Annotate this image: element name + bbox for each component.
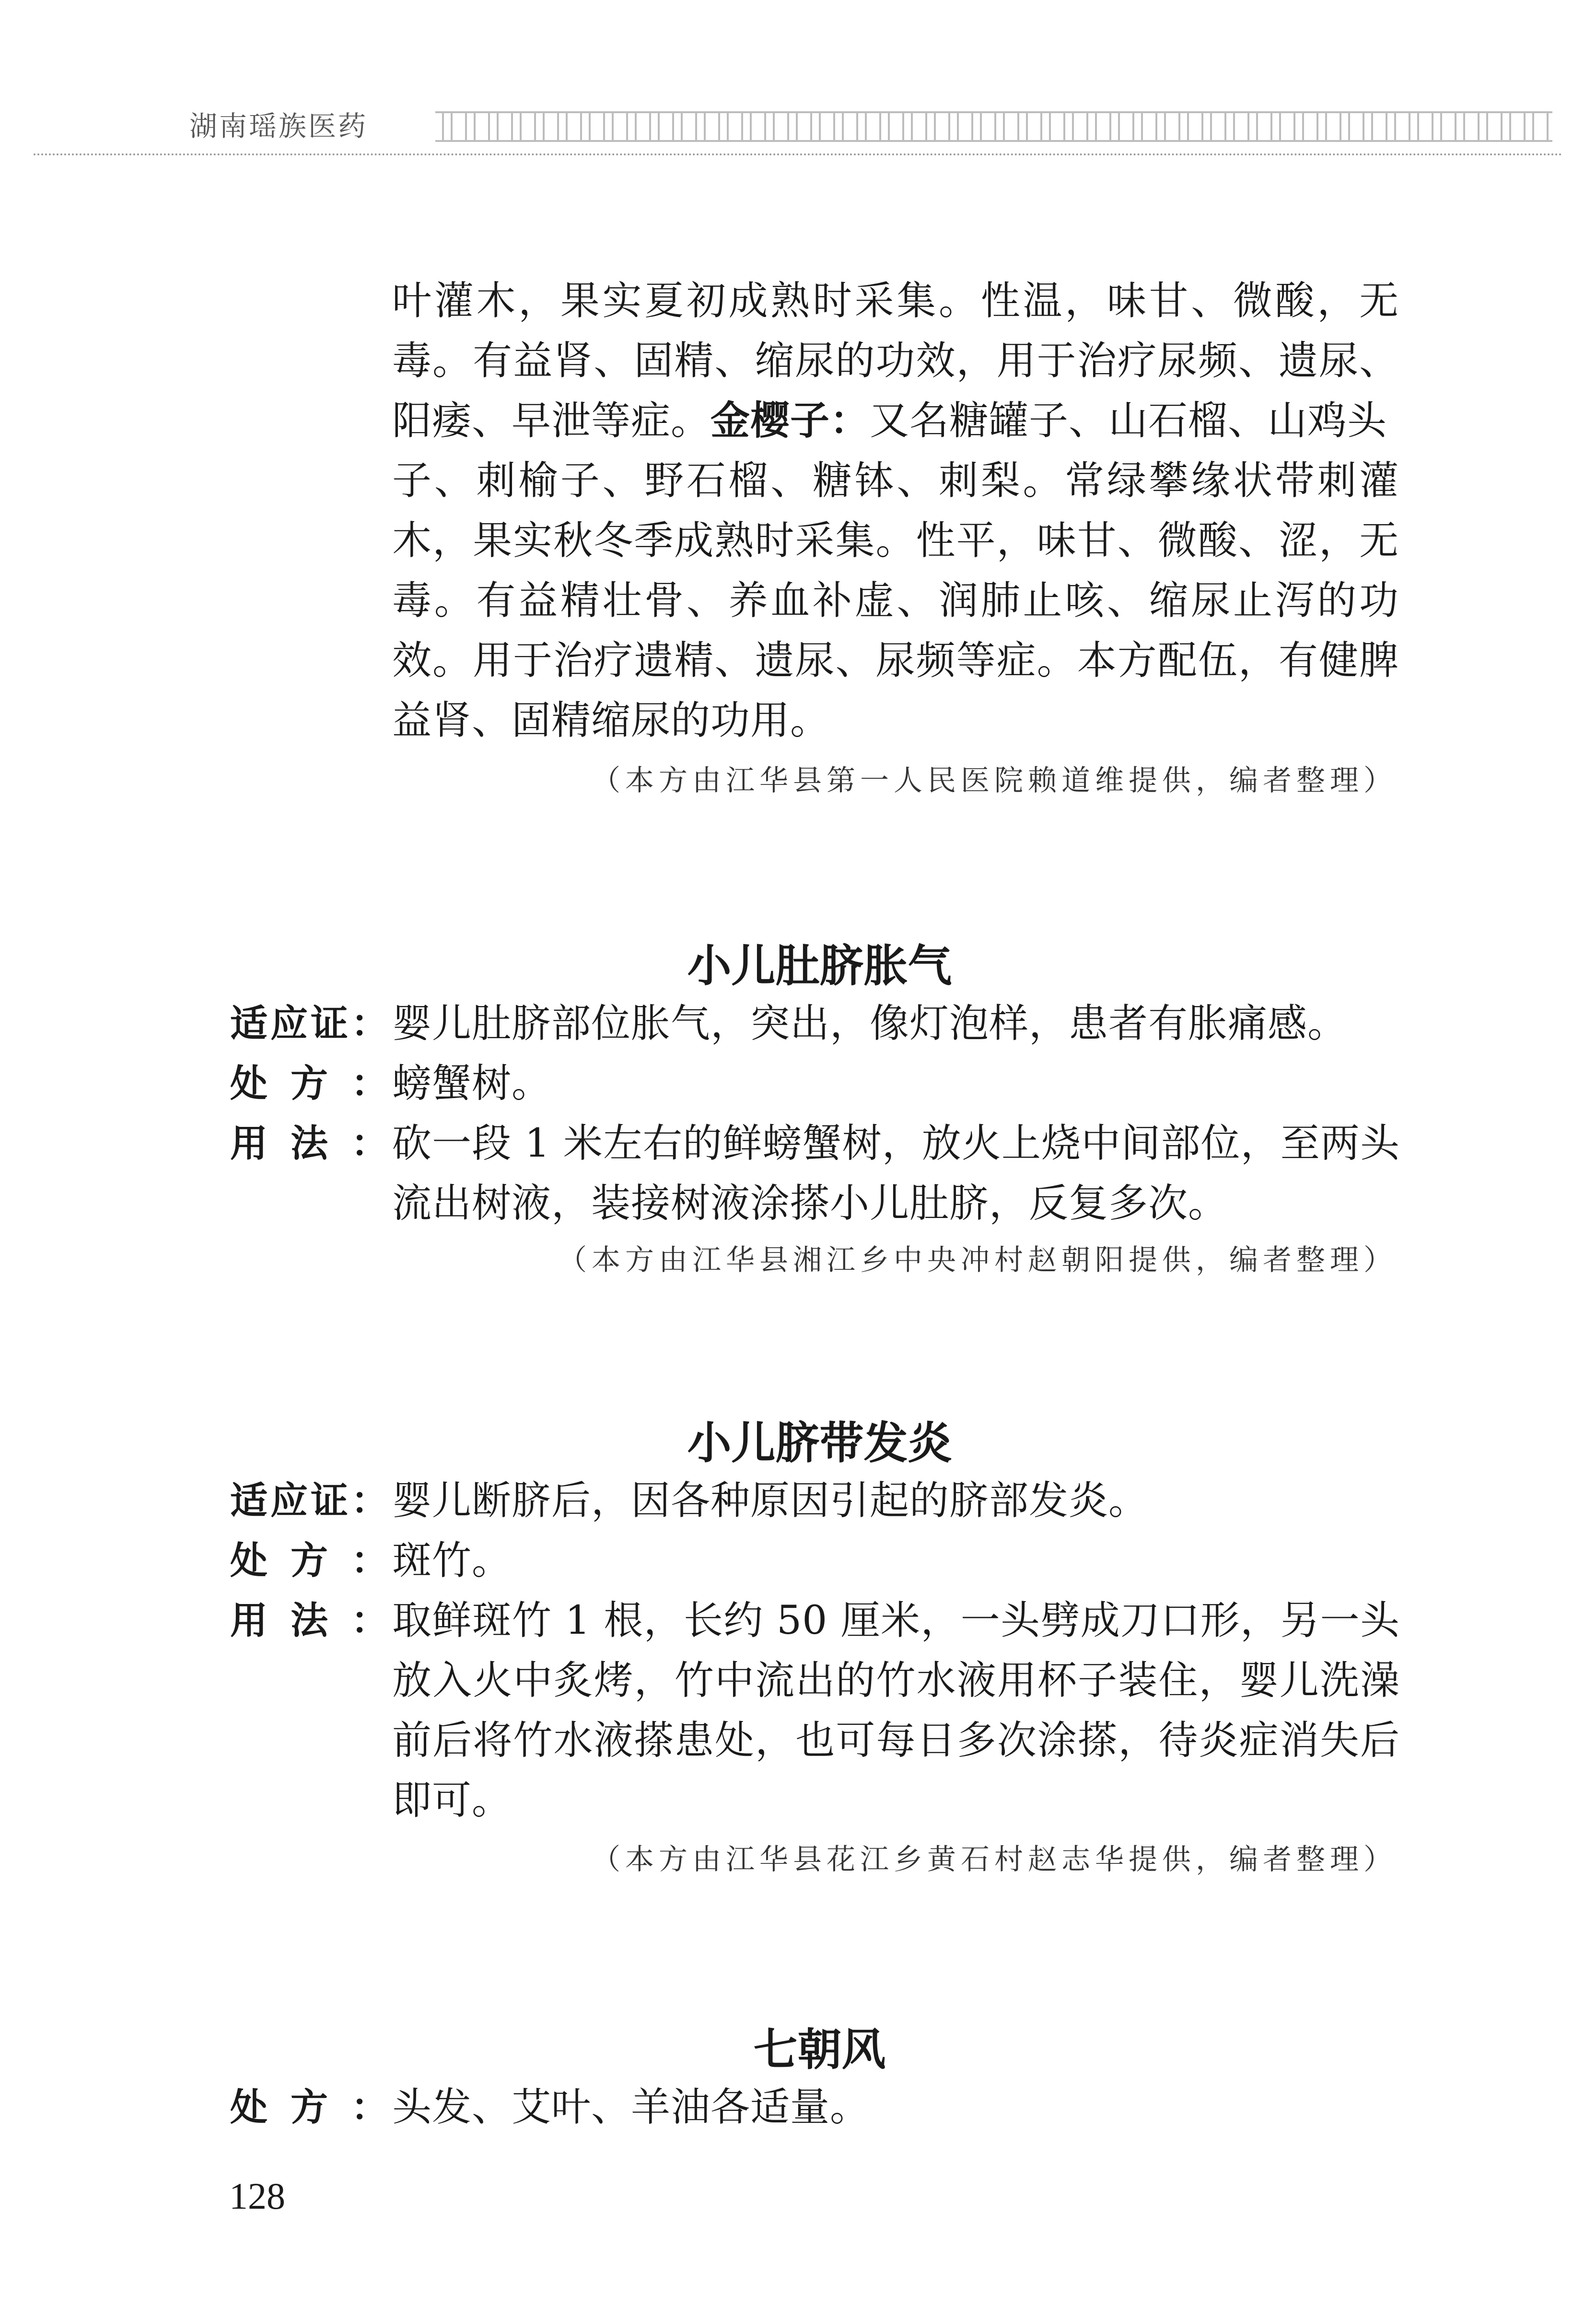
usage-text-line: 放入火中炙烤，竹中流出的竹水液用杯子装住，婴儿洗澡 [392,1658,1400,1703]
herb-term: 金樱子： [711,398,870,444]
header-divider [34,153,1563,155]
source-attribution: （本方由江华县花江乡黄石村赵志华提供，编者整理） [592,1843,1397,1876]
prescription-label: 处 方 ： [230,1062,388,1105]
paragraph-line: 效。用于治疗遗精、遗尿、尿频等症。本方配伍，有健脾 [392,638,1399,683]
indication-field [230,1000,1400,1048]
indication-text: 婴儿断脐后，因各种原因引起的脐部发炎。 [392,1478,1149,1523]
prescription-field [230,1537,1400,1585]
indication-field [230,1477,1400,1525]
source-attribution: （本方由江华县湘江乡中央冲村赵朝阳提供，编者整理） [558,1243,1397,1277]
paragraph-line [392,397,1399,445]
prescription-field [230,2084,1400,2132]
prescription-text: 螃蟹树。 [392,1061,552,1106]
prescription-text: 头发、艾叶、羊油各适量。 [392,2085,870,2130]
usage-label: 用 法 ： [230,1599,388,1642]
indication-label: 适 应 证 ： [230,1002,388,1045]
paragraph-line: 毒。有益肾、固精、缩尿的功效，用于治疗尿频、遗尿、 [392,338,1399,384]
paragraph-line: 叶灌木，果实夏初成熟时采集。性温，味甘、微酸，无 [392,278,1399,324]
usage-text-line: 即可。 [392,1778,512,1823]
usage-text-line: 流出树液，装接树液涂搽小儿肚脐，反复多次。 [392,1181,1228,1226]
usage-text-line: 前后将竹水液搽患处，也可每日多次涂搽，待炎症消失后 [392,1718,1400,1763]
paragraph-line: 益肾、固精缩尿的功用。 [392,698,830,743]
section-title: 七朝风 [753,2024,886,2075]
source-attribution: （本方由江华县第一人民医院赖道维提供，编者整理） [592,764,1397,797]
paragraph-line: 木，果实秋冬季成熟时采集。性平，味甘、微酸、涩，无 [392,518,1399,563]
prescription-label: 处 方 ： [230,2086,388,2129]
paragraph-line: 毒。有益精壮骨、养血补虚、润肺止咳、缩尿止泻的功 [392,578,1399,623]
indication-text: 婴儿肚脐部位胀气，突出，像灯泡样，患者有胀痛感。 [392,1001,1348,1046]
indication-label: 适 应 证 ： [230,1479,388,1523]
header-ornament-band [435,111,1552,142]
page-number: 128 [229,2175,285,2217]
paragraph-line: 子、刺榆子、野石榴、糖钵、刺梨。常绿攀缘状带刺灌 [392,458,1399,504]
paragraph-line-start: 阳痿、早泄等症。 [392,398,711,444]
paragraph-line-end: 又名糖罐子、山石榴、山鸡头 [870,398,1387,444]
prescription-label: 处 方 ： [230,1539,388,1582]
section-title: 小儿肚脐胀气 [687,940,952,992]
prescription-field [230,1060,1400,1108]
prescription-text: 斑竹。 [392,1538,512,1583]
section-title: 小儿脐带发炎 [687,1417,952,1469]
usage-text-line: 砍一段 1 米左右的鲜螃蟹树，放火上烧中间部位，至两头 [392,1121,1400,1166]
usage-field [230,1597,1400,1645]
running-head-title: 湖南瑶族医药 [189,110,368,142]
usage-field [230,1120,1400,1168]
usage-text-line: 取鲜斑竹 1 根，长约 50 厘米，一头劈成刀口形，另一头 [392,1598,1400,1643]
usage-label: 用 法 ： [230,1122,388,1165]
